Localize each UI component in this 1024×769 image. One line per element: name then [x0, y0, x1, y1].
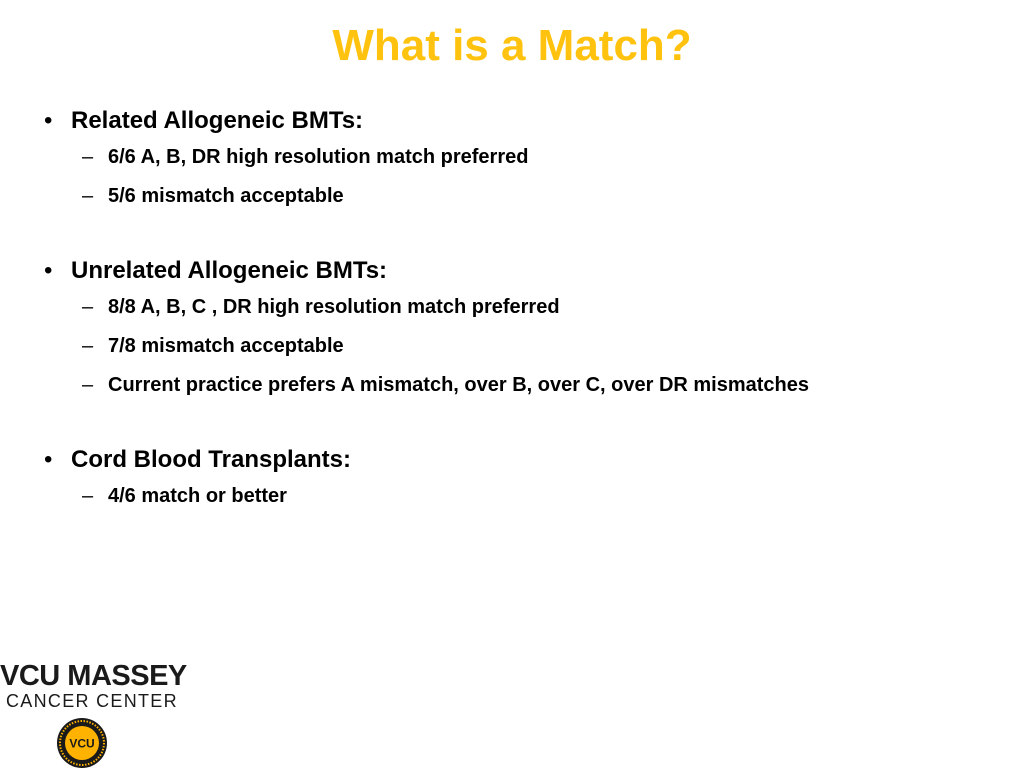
section-related: [44, 104, 1004, 220]
slide-content: [44, 104, 1004, 554]
sub-item: [44, 292, 1004, 331]
bullet-icon: •: [44, 446, 53, 473]
bullet-item: [44, 104, 1004, 138]
sub-item-text: 8/8 A, B, C , DR high resolution match preferred: [108, 296, 560, 318]
sub-list: [44, 142, 1004, 220]
dash-icon: –: [82, 485, 94, 507]
section-heading: Unrelated Allogeneic BMTs:: [71, 257, 388, 284]
sub-item: [44, 331, 1004, 370]
slide-title: What is a Match?: [332, 21, 692, 70]
vcu-massey-logo: [0, 660, 210, 768]
bullet-item: [44, 254, 1004, 288]
section-heading: Cord Blood Transplants:: [71, 446, 352, 473]
vcu-seal-icon: [56, 717, 108, 769]
sub-item-text: 4/6 match or better: [108, 485, 287, 507]
section-heading: Related Allogeneic BMTs:: [71, 107, 364, 134]
bullet-icon: •: [44, 257, 53, 284]
section-unrelated: [44, 254, 1004, 409]
dash-icon: –: [82, 185, 94, 207]
bullet-icon: •: [44, 107, 53, 134]
sub-item-text: 6/6 A, B, DR high resolution match preferred: [108, 146, 529, 168]
sub-item: [44, 481, 1004, 520]
sub-item: [44, 181, 1004, 220]
bullet-item: [44, 443, 1004, 477]
logo-wordmark: VCU MASSEY: [0, 660, 187, 692]
dash-icon: –: [82, 146, 94, 168]
sub-item-text: 5/6 mismatch acceptable: [108, 185, 344, 207]
dash-icon: –: [82, 335, 94, 357]
logo-subtitle: CANCER CENTER: [6, 691, 178, 711]
dash-icon: –: [82, 296, 94, 318]
sub-item: [44, 142, 1004, 181]
sub-item-text: 7/8 mismatch acceptable: [108, 335, 344, 357]
section-cord-blood: [44, 443, 1004, 520]
sub-item: [44, 370, 1004, 409]
sub-item-text: Current practice prefers A mismatch, over B, over C, over DR mismatches: [108, 374, 809, 396]
sub-list: [44, 292, 1004, 409]
sub-list: [44, 481, 1004, 520]
seal-text: VCU: [69, 736, 95, 751]
dash-icon: –: [82, 374, 94, 396]
